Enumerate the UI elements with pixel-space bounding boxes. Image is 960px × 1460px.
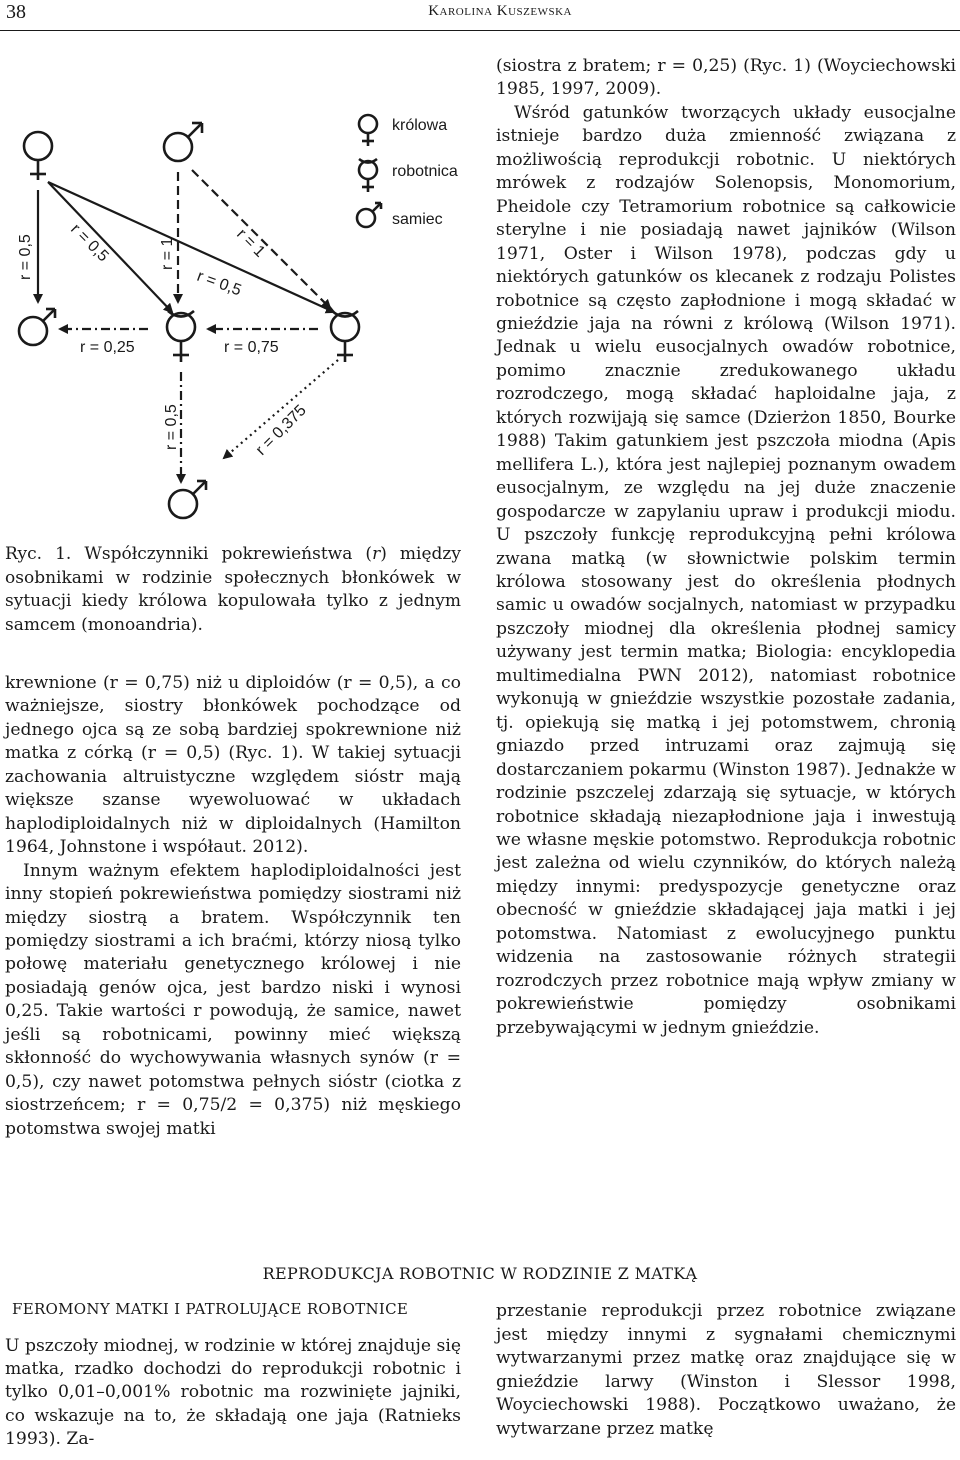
- label-r-075: r = 0,75: [224, 339, 279, 356]
- legend-worker-label: robotnica: [392, 163, 458, 180]
- header-rule: [0, 30, 960, 31]
- label-r-05-diag: r = 0,5: [67, 220, 112, 266]
- legend-queen-symbol: [359, 115, 377, 146]
- worker-symbol-right: [331, 311, 359, 362]
- legend-male-label: samiec: [392, 211, 443, 228]
- label-r-0375: r = 0,375: [252, 401, 310, 459]
- relatedness-diagram: [0, 90, 470, 530]
- right-paragraph-2: Wśród gatunków tworzących układy eusocjalne istnieje bardzo duża zmienność związana z możliwością reprodukcji robotnic. U niektórych mrówek z rodzajów Solenopsis, Monomorium, Pheidole czy Tetramorium robotnice są całkowicie sterylne i nie posiadają nawet jajników (Wilson 1971, Oster i Wilson 1978), podczas gdy u niektórych gatunków os klecanek z rodzaju Polistes robotnice są często zapłodnione i mogą składać w gnieździe jaja na równi z królową (Wilson 1971). Jednak u wielu eusocjalnych owadów robotnice, pomimo znacznie zredukowanego układu rozrodczego, mogą składać haploidalne jaja, z których rozwijają się samce (Dzierżon 1850, Bourke 1988) Takim gatunkiem jest pszczoła miodna (Apis mellifera L.), która jest najlepiej poznanym owadem eusocjalnym, ze względu na jej duże znaczenie gospodarcze w zapylaniu upraw i produkcji miodu. U pszczoły funkcję reprodukcyjną pełni królowa zwana matką (w słownictwie polskim termin królowa stosowany jest do określenia płodnych samic u owadów socjalnych, natomiast w przypadku pszczoły miodnej dla określenia płodnej samicy używany jest termin matka; Biologia: encyklopedia multimedialna PWN 2012), natomiast robotnice wykonują w gnieździe wszystkie pozostałe zadania, tj. opiekują się matką i jej potomstwem, chronią gniazdo przed intruzami oraz zajmują się dostarczaniem pokarmu (Winston 1987). Jednakże w rodzinie pszczelej zdarzają się sytuacje, w których robotnice składają niezapłodnione jaja i inwestują we własne męskie potomstwo. Reprodukcja robotnic jest zależna od wielu czynników, do których należą między innymi: predyspozycje genetyczne oraz obecność w gnieździe składającej jaja matki i jej potomstwa. Natomiast z ewolucyjnego punktu widzenia na zastosowanie różnych strategii rozrodczych przez robotnice mają wpływ zmiany w pokrewieństwie pomiędzy osobnikami przebywającymi w jednym gnieździe.: [496, 102, 956, 1038]
- label-r-05-diag2: r = 0,5: [194, 267, 244, 300]
- male-symbol-bottom: [169, 481, 206, 518]
- left-paragraph-2: Innym ważnym efektem haplodiploidalności jest inny stopień pokrewieństwa pomiędzy siostrami niż między siostrą a bratem. Współczynnik ten pomiędzy siostrami a ich braćmi, którzy niosą tylko połowę materiału genetycznego królowej i nie posiadają genów ojca, jest bardzo niski i wynosi 0,25. Takie wartości r powodują, że samice, nawet jeśli są robotnicami, powinny mieć większą skłonność do wychowywania własnych synów (r = 0,5), czy nawet potomstwa pełnych sióstr (ciotka z siostrzeńcem; r = 0,75/2 = 0,375) niż męskiego potomstwa swojej matki: [5, 860, 461, 1139]
- queen-symbol-left: [24, 132, 52, 180]
- page-number: 38: [6, 1, 26, 23]
- page-header: [0, 0, 960, 34]
- left-column: [5, 672, 461, 1141]
- section-heading-reproduction: REPRODUKCJA ROBOTNIC W RODZINIE Z MATKĄ: [262, 1264, 698, 1283]
- subsection-heading-pheromones: FEROMONY MATKI I PATROLUJĄCE ROBOTNICE: [12, 1300, 409, 1318]
- label-r-1-diag: r = 1: [233, 225, 269, 261]
- legend-worker-symbol: [359, 159, 377, 192]
- right-paragraph-1: (siostra z bratem; r = 0,25) (Ryc. 1) (Woyciechowski 1985, 1997, 2009).: [496, 56, 956, 100]
- label-r-025: r = 0,25: [80, 339, 135, 356]
- worker-symbol-middle: [167, 311, 195, 362]
- label-r-05-lower: r = 0,5: [163, 404, 180, 450]
- legend-male-symbol: [357, 203, 381, 227]
- male-symbol-left: [19, 309, 55, 345]
- figure-caption: Ryc. 1. Współczynniki pokrewieństwa (r) między osobnikami w rodzinie społecznych błonkówek w sytuacji kiedy królowa kopulowała tylko z jednym samcem (monoandria).: [5, 544, 461, 635]
- male-symbol-top: [164, 123, 202, 161]
- right-column: [496, 55, 956, 1040]
- left-paragraph-1: krewnione (r = 0,75) niż u diploidów (r = 0,5), a co ważniejsze, siostry błonkówek pochodzące od jednego ojca są ze sobą bardziej spokrewnione niż matka z córką (r = 0,5) (Ryc. 1). W takiej sytuacji zachowania altruistyczne względem sióstr mają większe szanse wyewoluować w układach haplodiploidalnych niż w diploidalnych (Hamilton 1964, Johnstone i współaut. 2012).: [5, 673, 461, 858]
- bottom-left-paragraph: U pszczoły miodnej, w rodzinie w której znajduje się matka, rzadko dochodzi do reprodukcji robotnic i tylko 0,01–0,001% robotnic ma rozwinięte jajniki, co wskazuje na to, że składają one jaja (Ratnieks 1993). Za-: [5, 1336, 461, 1449]
- legend-queen-label: królowa: [392, 117, 448, 134]
- bottom-right-paragraph: przestanie reprodukcji przez robotnice związane jest między innymi z sygnałami chemicznymi wytwarzanymi przez matkę oraz znajdujące się w gnieździe larwy (Winston i Slessor 1998, Woyciechowski 1988). Początkowo uważano, że wytwarzane przez matkę: [496, 1301, 956, 1439]
- label-r-05-vertical: r = 0,5: [17, 234, 34, 280]
- label-r-1-vertical: r = 1: [159, 237, 176, 270]
- running-head: Karolina Kuszewska: [428, 3, 572, 19]
